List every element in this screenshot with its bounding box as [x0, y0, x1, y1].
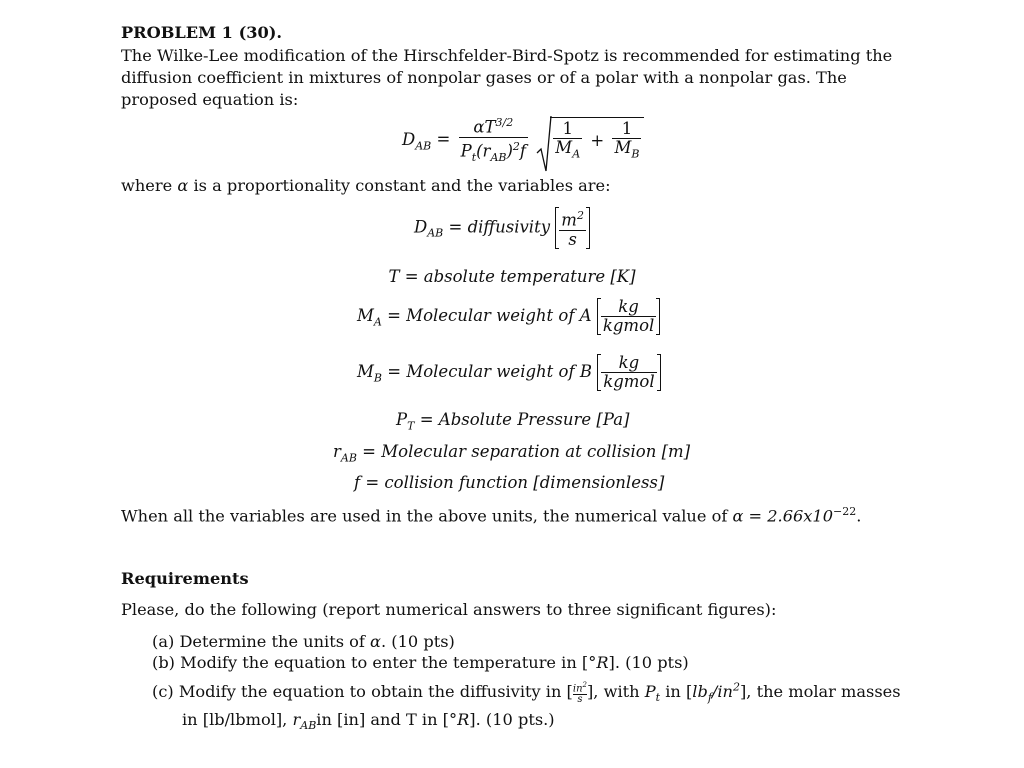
- eq-equals: =: [436, 129, 451, 149]
- var-collision-function: f = collision function [dimensionless]: [354, 473, 665, 492]
- var-pressure: $P_T$ = Absolute Pressure [Pa]: [396, 410, 630, 433]
- var-separation: $r_{AB}$ = Molecular separation at collision [m]: [333, 442, 691, 465]
- main-equation: [402, 114, 644, 166]
- unit-bracket: $\frac{m^2}{s}$: [555, 207, 590, 249]
- unit-bracket: $\frac{kg}{\text{kgmol}}$: [597, 354, 660, 391]
- intro-paragraph: The Wilke-Lee modification of the Hirschfelder-Bird-Spotz is recommended for estimating the diffusion coefficient in mixtures of nonpolar gases or of a polar with a nonpolar gas. The proposed equation is:: [121, 46, 893, 109]
- list-item-c: (c) Modify the equation to obtain the diffusivity in [ $\frac{in^2}{s}$ ], with $P_t$ in $[lb_f/in^2]$, the molar masses: [152, 680, 901, 706]
- where-line: where α is a proportionality constant and the variables are:: [121, 176, 611, 195]
- requirements-instruction: Please, do the following (report numerical answers to three significant figures):: [121, 600, 777, 619]
- alpha-value-line: When all the variables are used in the above units, the numerical value of $\alpha = 2.66x10^{-22}$.: [121, 505, 862, 526]
- requirements-heading: Requirements: [121, 569, 249, 588]
- var-molecular-weight-a: $M_A$ = Molecular weight of A $\frac{kg}{\text{kgmol}}$: [357, 298, 660, 335]
- var-molecular-weight-b: $M_B$ = Molecular weight of B $\frac{kg}{\text{kgmol}}$: [357, 354, 661, 391]
- var-temperature: T = absolute temperature [K]: [388, 267, 636, 286]
- problem-heading: PROBLEM 1 (30).: [121, 23, 283, 42]
- sqrt-icon: [536, 115, 552, 173]
- var-diffusivity: $D_{AB}$ = diffusivity $\frac{m^2}{s}$: [414, 207, 590, 249]
- eq-sqrt: $\frac{1}{M_A}$ + $\frac{1}{M_B}$: [536, 117, 644, 163]
- eq-main-fraction: $\frac{\alpha T^{3/2}}{P_t(r_{AB})^2f}$: [460, 116, 527, 164]
- list-item-c-continuation: in [lb/lbmol], $r_{AB}in$ [in] and T in [°R]. (10 pts.): [182, 710, 555, 733]
- list-item-a: (a) Determine the units of α. (10 pts): [152, 632, 455, 651]
- eq-lhs: $D_{AB}$: [402, 129, 432, 152]
- unit-bracket: $\frac{kg}{\text{kgmol}}$: [597, 298, 660, 335]
- list-item-b: (b) Modify the equation to enter the temperature in [°R]. (10 pts): [152, 653, 689, 672]
